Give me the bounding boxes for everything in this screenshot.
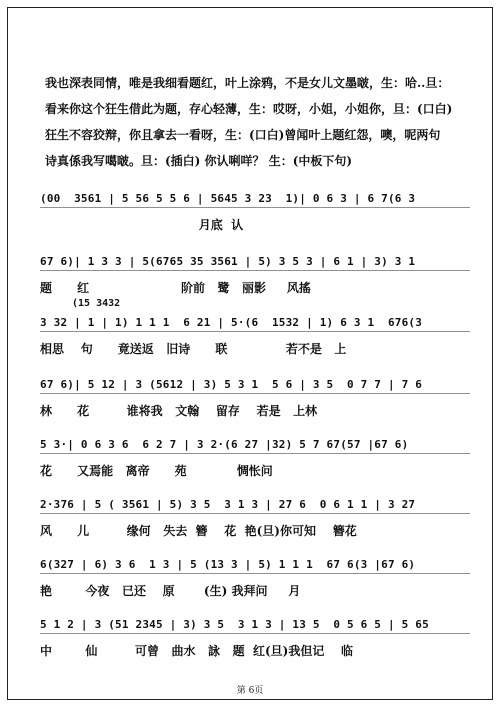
beam-line (40, 270, 470, 271)
jianpu-notes: 5 1 2 | 3 (51 2345 | 3) 3 5 3 1 3 | 13 5 0 5 6 5 | 5 65 (40, 618, 429, 631)
beam-line (40, 573, 470, 574)
jianpu-notes: (00 3561 | 5 56 5 5 6 | 5645 3 23 1)| 0 6 3 | 6 7(6 3 (40, 192, 416, 205)
dialogue-text (45, 70, 465, 174)
jianpu-notes: 2·376 | 5 ( 3561 | 5) 3 5 3 1 3 | 27 6 0 6 1 1 | 3 27 (40, 498, 416, 511)
overline-note: (15 3432 (72, 298, 121, 309)
beam-line (40, 207, 470, 208)
prose-line: 狂生不容狡辩，你且拿去一看呀，生：(口白)曾闻叶上题红怨，噢，呢两句 (45, 128, 441, 142)
lyrics-line: 题 红 阶前 鹭 丽影 风搖 (40, 281, 311, 295)
jianpu-notes: 67 6)| 1 3 3 | 5(6765 35 3561 | 5) 3 5 3 | 6 1 | 3) 3 1 (40, 255, 416, 268)
beam-line (40, 633, 470, 634)
page-number: 第 6页 (236, 686, 264, 696)
prose-line: 看来你这个狂生借此为题，存心轻薄，生：哎呀，小姐，小姐你，旦：(口白) (45, 102, 453, 116)
beam-line (40, 513, 470, 514)
lyrics-line: 风 儿 缘何 失去 簪 花 艳(旦)你可知 簪花 (40, 524, 357, 538)
lyrics-line: 月底 认 (40, 218, 244, 232)
beam-line (40, 453, 470, 454)
lyrics-line: 花 又焉能 离帝 苑 惆怅问 (40, 464, 273, 478)
prose-line: 诗真係我写噶啵。旦：(插白) 你认唎咩？ 生：(中板下句) (45, 154, 353, 168)
lyrics-line: 相思 句 竟送返 旧诗 联 若不是 上 (40, 342, 347, 356)
jianpu-notes: 6(327 | 6) 3 6 1 3 | 5 (13 3 | 5) 1 1 1 67 6(3 |67 6) (40, 558, 416, 571)
beam-line (40, 331, 470, 332)
lyrics-line: 林 花 谁将我 文翰 留存 若是 上林 (40, 404, 318, 418)
lyrics-line: 中 仙 可曾 曲水 詠 题 红(旦)我但记 临 (40, 644, 354, 658)
jianpu-notes: 3 32 | 1 | 1) 1 1 1 6 21 | 5·(6 1532 | 1) 6 3 1 676(3 (40, 316, 423, 329)
prose-line: 我也深表同情，唯是我细看题红，叶上涂鸦，不是女儿文墨啵，生：哈..旦： (45, 76, 450, 90)
jianpu-notes: 5 3·| 0 6 3 6 6 2 7 | 3 2·(6 27 |32) 5 7 67(57 |67 6) (40, 438, 409, 451)
beam-line (40, 393, 470, 394)
jianpu-notes: 67 6)| 5 12 | 3 (5612 | 3) 5 3 1 5 6 | 3 5 0 7 7 | 7 6 (40, 378, 423, 391)
lyrics-line: 艳 今夜 已还 原 (生) 我拜问 月 (40, 584, 301, 598)
